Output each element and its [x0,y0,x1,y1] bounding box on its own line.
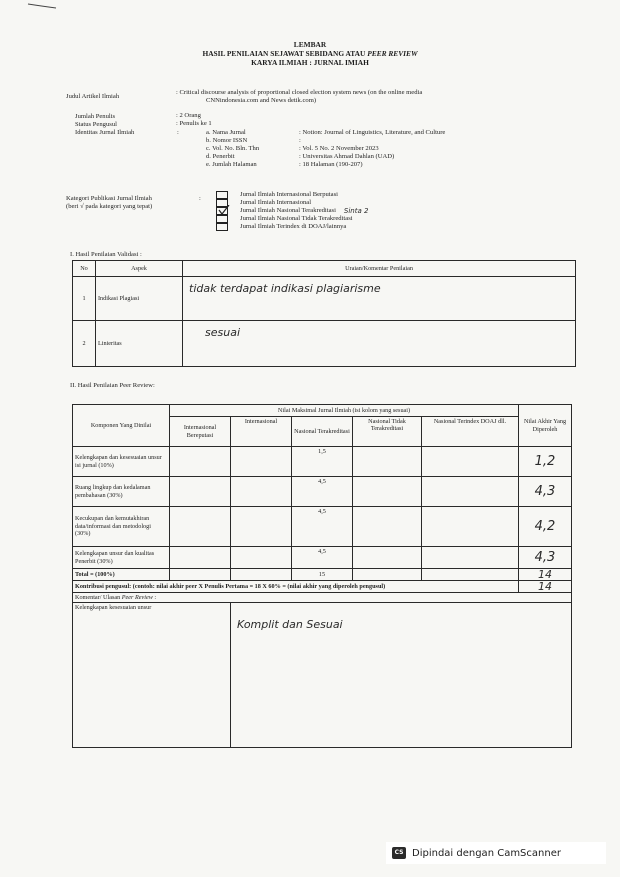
total-nasional: 15 [292,569,353,581]
sub-header: Nasional Terindex DOAJ dll. [422,417,519,447]
check-icon [218,205,230,215]
cell-empty [353,507,422,547]
sub-header: Nasional Tidak Terakreditasi [353,417,422,447]
journal-field-row [206,145,526,153]
checkbox[interactable] [216,191,228,199]
cell-empty [170,569,231,581]
kontribusi-row [73,581,572,593]
col-header-nilai-maks: Nilai Maksimal Jurnal Ilmiah (isi kolom yang sesuai) [170,405,519,417]
status-value: : Penulis ke 1 [176,120,212,127]
kategori-option-label: Jurnal Ilmiah Nasional Terakreditasi [240,207,336,214]
komentar-header [73,593,572,603]
peer-table [72,404,572,748]
kontribusi-label: Kontribusi pengusul: (contoh: nilai akhir peer X Penulis Pertama = 18 X 60% = (nilai akhir yang diperoleh pengusul) [73,581,519,593]
cell-akhir-handwritten: 1,2 [519,447,572,477]
status-label: Status Pengusul [75,121,117,128]
cell-empty [231,447,292,477]
table-row [73,321,576,367]
table-row [73,477,572,507]
cell-no: 1 [73,277,96,321]
table-row [73,447,572,477]
journal-field-value: : [299,137,301,144]
journal-field-value: : Vol. 5 No. 2 November 2023 [299,145,379,152]
journal-field-row [206,137,526,145]
kategori-option-label: Jurnal Ilmiah Terindex di DOAJ/lainnya [240,223,347,230]
cell-komponen: Kelengkapan unsur dan kualitas Penerbit (30%) [73,547,170,569]
cell-empty [353,447,422,477]
checkbox[interactable] [216,215,228,223]
cell-empty [170,447,231,477]
kontribusi-value-handwritten: 14 [519,581,572,593]
camscanner-text: Dipindai dengan CamScanner [412,847,561,859]
cell-empty [353,477,422,507]
jumlah-label: Jumlah Penulis [75,113,116,120]
journal-field-value: : Notion: Journal of Linguistics, Literature, and Culture [299,129,446,136]
cell-komentar-handwritten: sesuai [183,321,576,367]
komentar-header-italic: Peer Review [121,594,153,601]
komentar-header-suffix: : [152,594,157,601]
judul-label: Judul Artikel Ilmiah [66,93,120,100]
komentar-handwritten: Komplit dan Sesuai [231,603,572,748]
cell-empty [353,569,422,581]
kategori-label: Kategori Publikasi Jurnal Ilmiah [66,195,152,202]
kategori-option[interactable] [216,199,368,207]
cell-nasional: 1,5 [292,447,353,477]
cell-aspek: Indikasi Plagiasi [96,277,183,321]
journal-field-label: a. Nama Jurnal [206,129,246,136]
kategori-colon: : [199,195,201,202]
cell-komentar-handwritten: tidak terdapat indikasi plagiarisme [183,277,576,321]
cell-akhir-handwritten: 4,3 [519,477,572,507]
komentar-header-text: Komentar/ Ulasan [75,594,122,601]
table-header-row [73,405,572,417]
cell-empty [353,547,422,569]
sub-header: Internasional [231,417,292,447]
jumlah-value: : 2 Orang [176,112,201,119]
cell-akhir-handwritten: 4,3 [519,547,572,569]
cell-empty [170,547,231,569]
journal-fields [206,129,526,169]
cell-empty [170,507,231,547]
journal-field-label: d. Penerbit [206,153,235,160]
journal-field-row [206,129,526,137]
col-header-aspek: Aspek [96,261,183,277]
journal-field-row [206,153,526,161]
cell-no: 2 [73,321,96,367]
cell-empty [422,547,519,569]
cell-komponen: Kecukupan dan kemutakhiran data/informasi dan metodologi (30%) [73,507,170,547]
kategori-options [216,191,368,231]
kategori-option-label: Jurnal Ilmiah Internasional Berputasi [240,191,338,198]
kategori-option-label: Jurnal Ilmiah Nasional Tidak Terakreditasi [240,215,353,222]
validasi-title: I. Hasil Penilaian Validasi : [70,251,142,258]
col-header-komentar: Uraian/Komentar Penilaian [183,261,576,277]
journal-field-value: : Universitas Ahmad Dahlan (UAD) [299,153,395,160]
komentar-header-row [73,593,572,603]
scan-stroke-mark [27,2,57,10]
cell-empty [422,507,519,547]
identitas-colon: : [177,129,179,136]
col-header-komponen: Komponen Yang Dinilai [73,405,170,447]
sub-header: Internasional Bereputasi [170,417,231,447]
kategori-handwritten-note: Sinta 2 [343,207,369,215]
cell-empty [231,547,292,569]
journal-field-row [206,161,526,169]
kategori-option[interactable] [216,215,368,223]
doc-title-hasil [0,49,620,58]
cell-nasional: 4,5 [292,547,353,569]
kategori-option[interactable] [216,191,368,199]
validasi-table [72,260,576,367]
journal-field-label: b. Nomor ISSN [206,137,248,144]
cell-komponen: Kelengkapan dan kesesuaian unsur isi jurnal (10%) [73,447,170,477]
cell-empty [422,569,519,581]
sub-header: Nasional Terakreditasi [292,417,353,447]
cell-akhir-handwritten: 4,2 [519,507,572,547]
cell-empty [231,507,292,547]
kategori-option-label: Jurnal Ilmiah Internasional [240,199,312,206]
journal-field-label: e. Jumlah Halaman [206,161,257,168]
identitas-label: Identitas Jurnal Ilmiah [75,129,135,136]
col-header-no: No [73,261,96,277]
cell-empty [422,477,519,507]
col-header-nilai-akhir: Nilai Akhir Yang Diperoleh [519,405,572,447]
camscanner-logo-icon: CS [392,847,406,859]
journal-field-value: : 18 Halaman (190-207) [299,161,363,168]
journal-field-label: c. Vol. No. Bln. Thn [206,145,260,152]
cell-nasional: 4,5 [292,507,353,547]
judul-value-cont: CNNindonesia.com and News detik.com) [206,97,317,104]
total-row [73,569,572,581]
kategori-hint: (beri √ pada kategori yang tepat) [66,203,153,210]
kategori-option[interactable] [216,223,368,231]
judul-value: : Critical discourse analysis of proportional closed election system news (on the online media [176,89,423,96]
komentar-item-label: Kelengkapan kesesuaian unsur [73,603,231,748]
doc-title-lembar: LEMBAR [293,40,327,49]
total-label: Total = (100%) [73,569,170,581]
cell-empty [422,447,519,477]
peer-title: II. Hasil Penilaian Peer Review: [70,382,155,389]
table-header-row [73,261,576,277]
doc-title-peer-review: PEER REVIEW [367,49,418,58]
camscanner-watermark [386,842,606,864]
cell-nasional: 4,5 [292,477,353,507]
komentar-body-row [73,603,572,748]
checkbox[interactable] [216,223,228,231]
cell-empty [231,569,292,581]
table-row [73,507,572,547]
doc-title-hasil-text: HASIL PENILAIAN SEJAWAT SEBIDANG ATAU [202,49,368,58]
doc-title-karya: KARYA ILMIAH : JURNAL IMIAH [251,58,369,67]
cell-empty [170,477,231,507]
table-row [73,277,576,321]
kategori-option[interactable] [216,207,368,215]
cell-aspek: Linieritas [96,321,183,367]
checkbox-checked[interactable] [216,207,228,215]
cell-empty [231,477,292,507]
table-row [73,547,572,569]
total-akhir-handwritten: 14 [519,569,572,581]
cell-komponen: Ruang lingkup dan kedalaman pembahasan (30%) [73,477,170,507]
